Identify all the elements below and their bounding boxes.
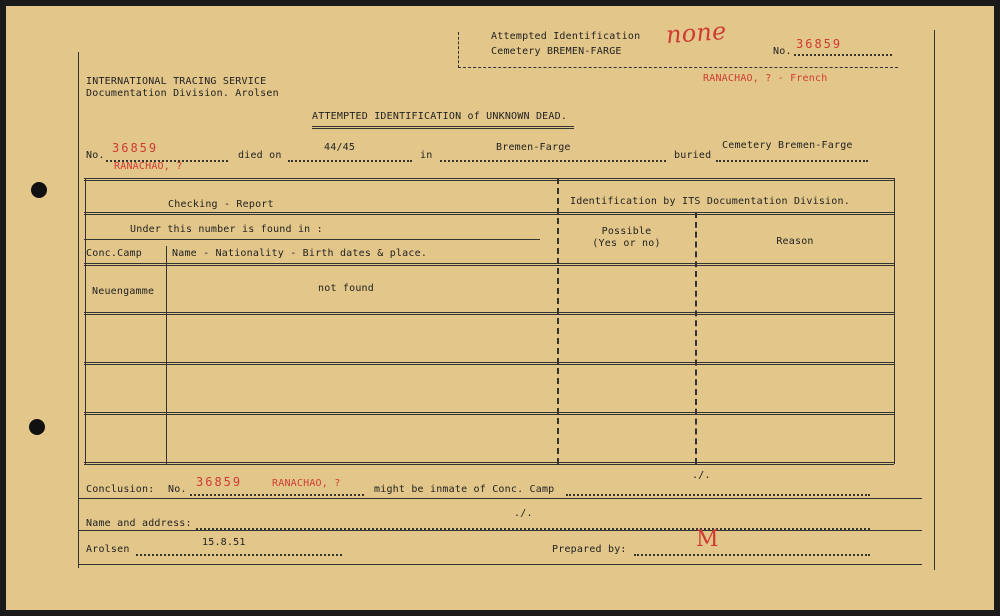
record-no-label: No. <box>86 150 105 161</box>
header-no-label: No. <box>773 46 792 57</box>
possible-header-line1: Possible <box>601 226 652 237</box>
date-value: 15.8.51 <box>202 537 246 548</box>
conclusion-no-label: No. <box>168 484 187 495</box>
header-box-line2: Cemetery BREMEN-FARGE <box>491 46 622 57</box>
org-line1: INTERNATIONAL TRACING SERVICE <box>86 76 267 87</box>
page-title: ATTEMPTED IDENTIFICATION of UNKNOWN DEAD. <box>312 111 568 122</box>
prepared-by-label: Prepared by: <box>552 544 627 555</box>
possible-header-line2: (Yes or no) <box>592 238 661 249</box>
record-name-under: RANACHAO, ? <box>114 161 183 172</box>
row1-result: not found <box>318 283 374 294</box>
reason-header: Reason <box>776 236 814 247</box>
under-number-label: Under this number is found in : <box>130 224 323 235</box>
arolsen-label: Arolsen <box>86 544 130 555</box>
org-line2: Documentation Division. Arolsen <box>86 88 279 99</box>
name-address-slash: ./. <box>514 508 533 519</box>
name-address-label: Name and address: <box>86 518 192 529</box>
identification-header: Identification by ITS Documentation Division. <box>570 196 850 207</box>
punch-hole-top <box>31 182 47 198</box>
header-no-value: 36859 <box>796 37 843 51</box>
punch-hole-bottom <box>29 419 45 435</box>
place-value: Bremen-Farge <box>496 142 571 153</box>
checking-report-header: Checking - Report <box>168 199 274 210</box>
conclusion-name: RANACHAO, ? <box>272 478 341 489</box>
tracing-card <box>6 6 994 610</box>
died-label: died on <box>238 150 282 161</box>
conclusion-no-value: 36859 <box>196 475 243 489</box>
buried-label: buried <box>674 150 712 161</box>
name-nationality: RANACHAO, ? - French <box>703 73 828 84</box>
died-value: 44/45 <box>324 142 356 153</box>
handwritten-none: none <box>665 16 728 50</box>
in-label: in <box>420 150 433 161</box>
row1-camp: Neuengamme <box>92 286 155 297</box>
record-no-value: 36859 <box>112 141 159 155</box>
col-conc-camp: Conc.Camp <box>86 248 142 259</box>
header-box-line1: Attempted Identification <box>491 31 641 42</box>
buried-value: Cemetery Bremen-Farge <box>722 140 853 151</box>
conclusion-slash: ./. <box>692 470 711 481</box>
conclusion-label: Conclusion: <box>86 484 155 495</box>
col-name-nationality: Name - Nationality - Birth dates & place. <box>172 248 428 259</box>
might-be-inmate: might be inmate of Conc. Camp <box>374 484 555 495</box>
initial-mark: M <box>696 527 719 552</box>
